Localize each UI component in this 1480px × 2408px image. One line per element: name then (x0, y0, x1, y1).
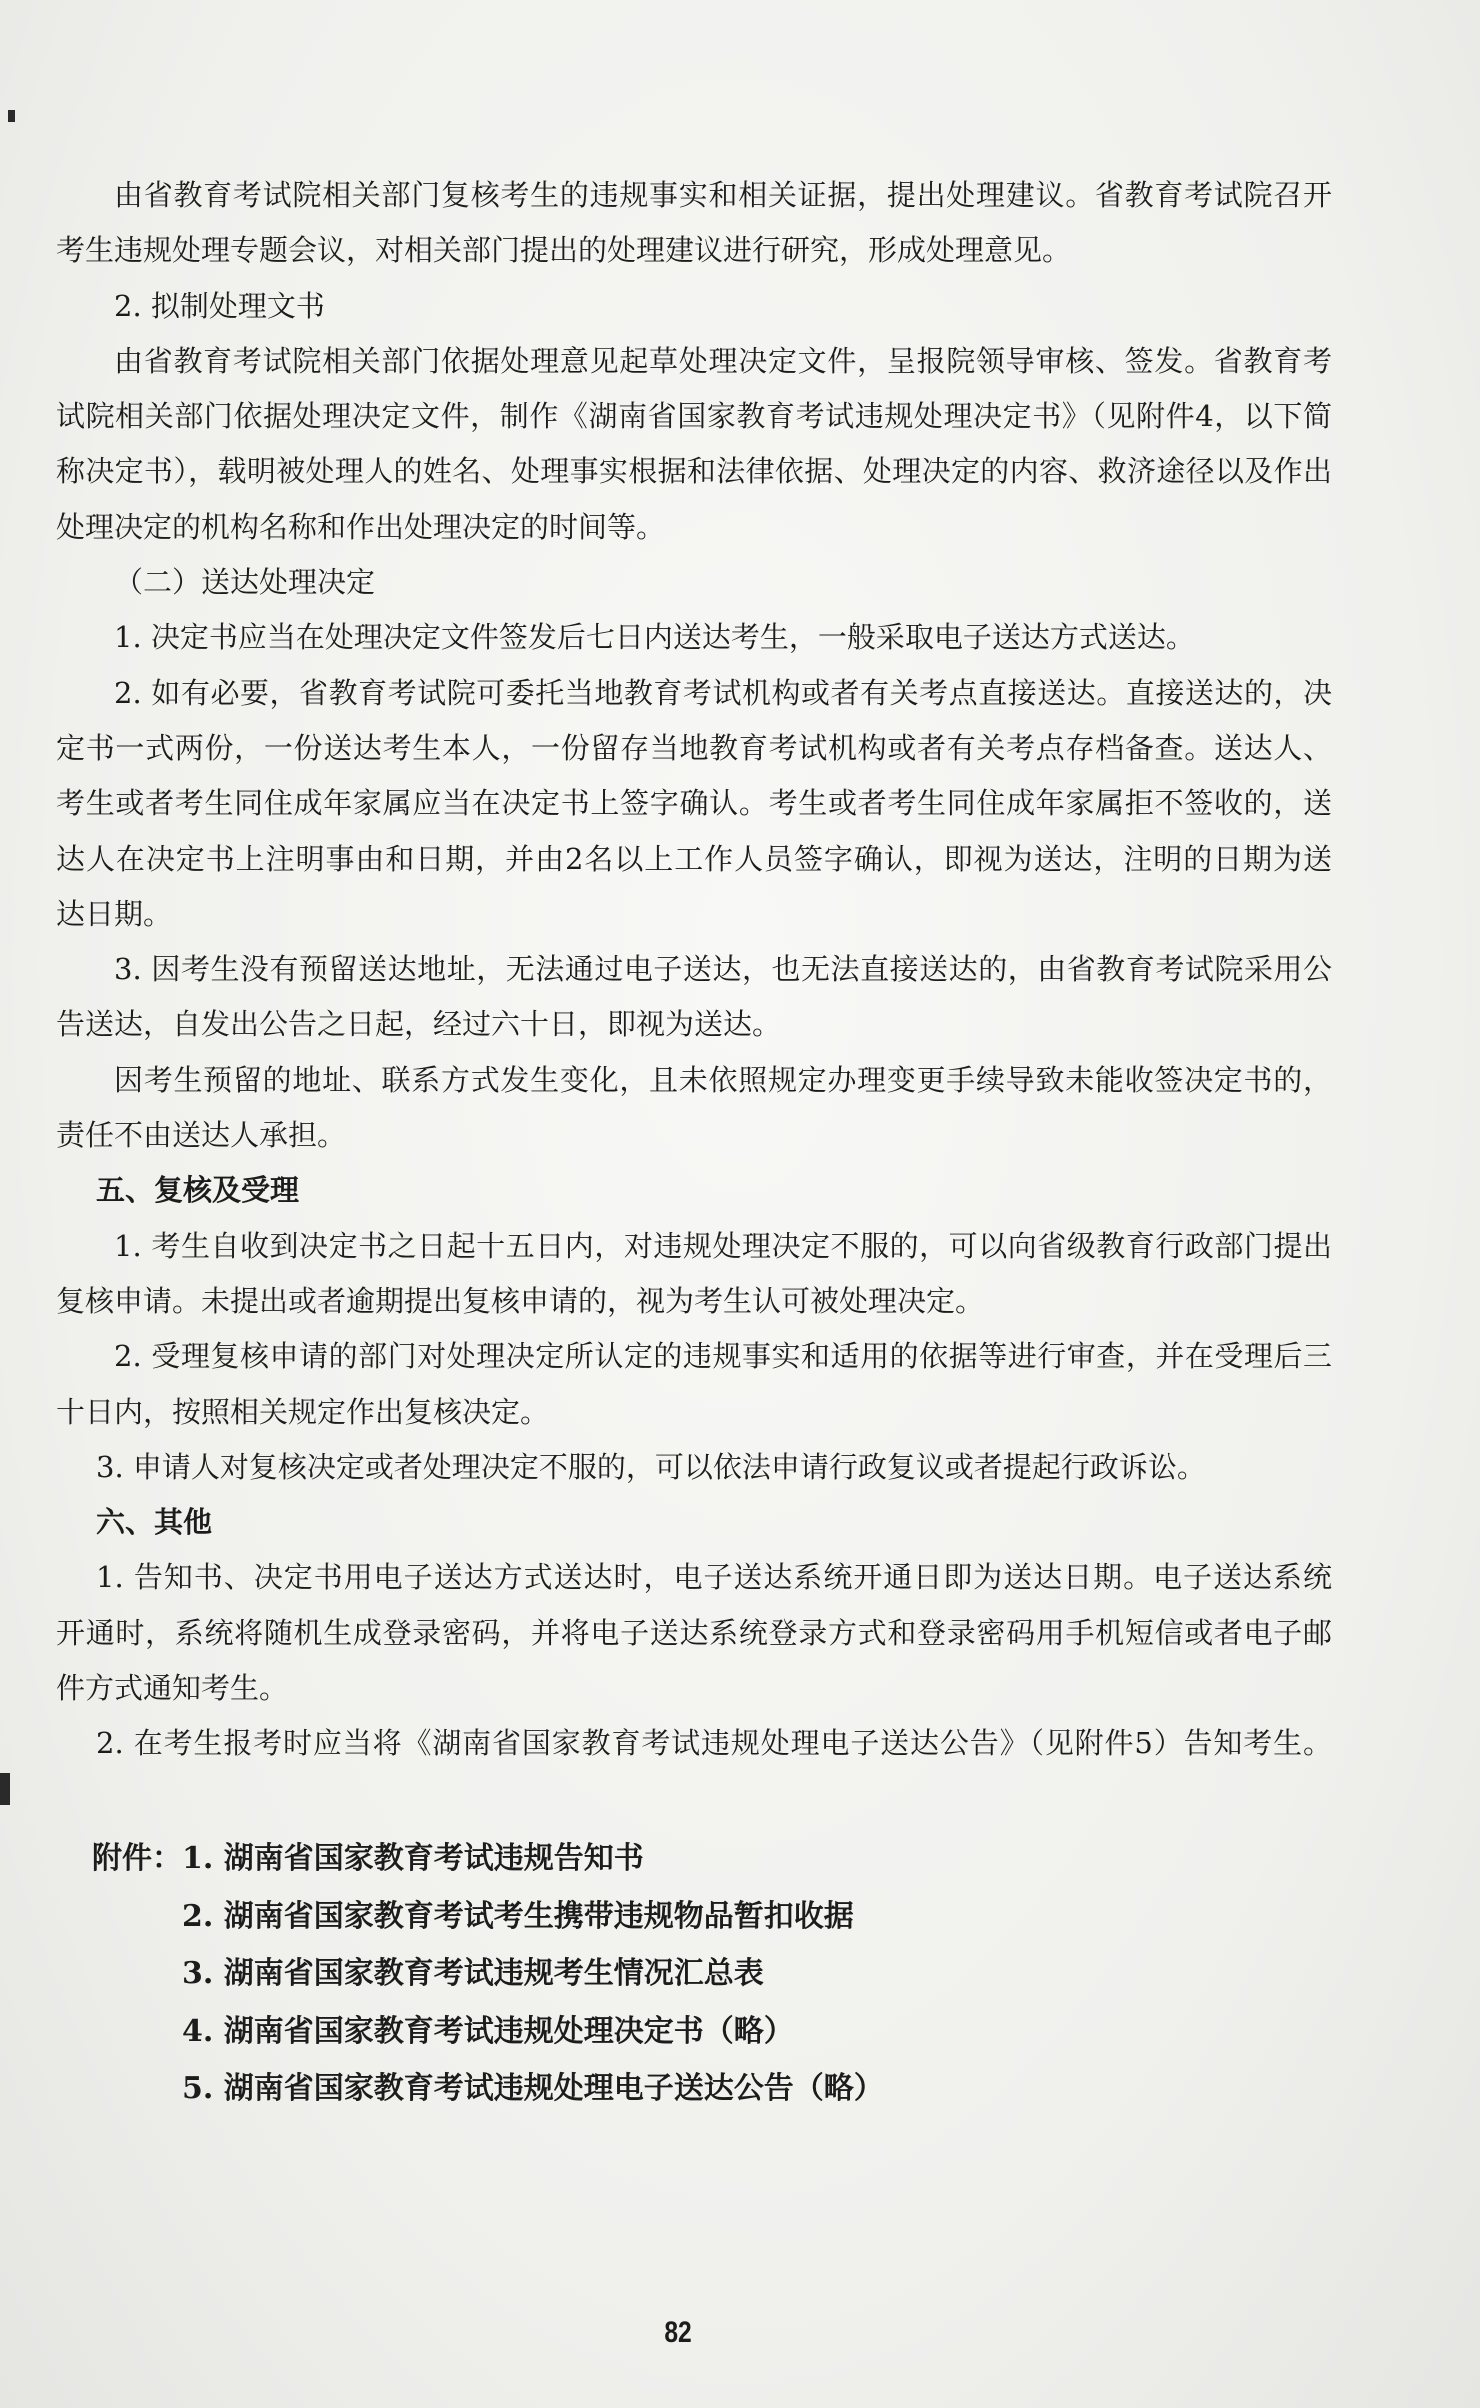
scan-mark (8, 110, 15, 122)
paragraph-delivery-item-1 (56, 610, 1332, 665)
paragraph-line: 十日内，按照相关规定作出复核决定。 (56, 1394, 550, 1429)
section-heading: 五、复核及受理 (96, 1173, 300, 1208)
scan-mark (0, 1773, 10, 1805)
paragraph-line: （二）送达处理决定 (114, 565, 376, 600)
paragraph-line: 2. 拟制处理文书 (114, 288, 325, 323)
paragraph-line: 告送达，自发出公告之日起，经过六十日，即视为送达。 (56, 1007, 782, 1042)
paragraph-line: 3. 因考生没有预留送达地址，无法通过电子送达，也无法直接送达的，由省教育考试院采用公 (114, 952, 1332, 987)
paragraph-other-item-2 (56, 1716, 1332, 1771)
attachment-item: 5. 湖南省国家教育考试违规处理电子送达公告（略） (182, 2071, 884, 2106)
paragraph-line: 达日期。 (56, 896, 173, 931)
attachments-list (0, 1830, 1480, 2130)
paragraph-line: 考生违规处理专题会议，对相关部门提出的处理建议进行研究，形成处理意见。 (56, 233, 1072, 268)
paragraph-line: 开通时，系统将随机生成登录密码，并将电子送达系统登录方式和登录密码用手机短信或者电子邮 (56, 1615, 1332, 1650)
paragraph-line: 由省教育考试院相关部门依据处理意见起草处理决定文件，呈报院领导审核、签发。省教育考 (114, 343, 1332, 378)
subsection-heading-delivery (56, 555, 1332, 610)
paragraph-line: 考生或者考生同住成年家属应当在决定书上签字确认。考生或者考生同住成年家属拒不签收的，送 (56, 786, 1332, 821)
section-heading-other (56, 1495, 1332, 1550)
paragraph-review-item-3 (56, 1440, 1332, 1495)
section-heading-review (56, 1163, 1332, 1218)
paragraph-line: 3. 申请人对复核决定或者处理决定不服的，可以依法申请行政复议或者提起行政诉讼。 (96, 1449, 1206, 1484)
paragraph-line: 达人在决定书上注明事由和日期，并由2名以上工作人员签字确认，即视为送达，注明的日期为送 (56, 841, 1332, 876)
paragraph-line: 责任不由送达人承担。 (56, 1118, 347, 1153)
section-heading: 六、其他 (96, 1505, 213, 1540)
paragraph-line: 件方式通知考生。 (56, 1671, 289, 1706)
paragraph-line: 定书一式两份，一份送达考生本人，一份留存当地教育考试机构或者有关考点存档备查。送达人、 (56, 730, 1332, 765)
paragraph-line: 处理决定的机构名称和作出处理决定的时间等。 (56, 509, 666, 544)
paragraph-line: 试院相关部门依据处理决定文件，制作《湖南省国家教育考试违规处理决定书》（见附件4，以下简 (56, 399, 1332, 434)
paragraph-line: 由省教育考试院相关部门复核考生的违规事实和相关证据，提出处理建议。省教育考试院召开 (114, 178, 1332, 212)
attachments-items (182, 1830, 884, 2118)
paragraph-delivery-item-3 (56, 942, 1332, 1053)
paragraph-line: 1. 考生自收到决定书之日起十五日内，对违规处理决定不服的，可以向省级教育行政部门提出 (114, 1228, 1332, 1263)
paragraph-review-item-1 (56, 1219, 1332, 1330)
paragraph-line: 2. 如有必要，省教育考试院可委托当地教育考试机构或者有关考点直接送达。直接送达的，决 (114, 675, 1332, 710)
paragraph-line: 1. 决定书应当在处理决定文件签发后七日内送达考生，一般采取电子送达方式送达。 (114, 620, 1195, 655)
paragraph-line: 称决定书），载明被处理人的姓名、处理事实根据和法律依据、处理决定的内容、救济途径以及作出 (56, 454, 1332, 489)
paragraph-line: 因考生预留的地址、联系方式发生变化，且未依照规定办理变更手续导致未能收签决定书的， (114, 1062, 1332, 1097)
attachment-item: 4. 湖南省国家教育考试违规处理决定书（略） (182, 2013, 794, 2049)
paragraph-delivery-note (56, 1053, 1332, 1164)
attachments-label: 附件： (92, 1841, 182, 1876)
body-text (56, 168, 1332, 1772)
paragraph-line: 复核申请。未提出或者逾期提出复核申请的，视为考生认可被处理决定。 (56, 1283, 985, 1318)
paragraph-draft-documents (56, 334, 1332, 555)
paragraph-other-item-1 (56, 1550, 1332, 1716)
item-draft-documents-heading (56, 279, 1332, 334)
paragraph-review-recommendation (56, 168, 1332, 279)
paragraph-delivery-item-2 (56, 666, 1332, 942)
page-number: 82 (664, 2316, 692, 2349)
attachment-item: 2. 湖南省国家教育考试考生携带违规物品暂扣收据 (182, 1898, 854, 1934)
paragraph-review-item-2 (56, 1329, 1332, 1440)
attachment-item: 3. 湖南省国家教育考试违规考生情况汇总表 (182, 1956, 764, 1991)
attachment-item: 1. 湖南省国家教育考试违规告知书 (182, 1841, 644, 1876)
paragraph-line: 1. 告知书、决定书用电子送达方式送达时，电子送达系统开通日即为送达日期。电子送达系统 (96, 1560, 1332, 1595)
paragraph-line: 2. 在考生报考时应当将《湖南省国家教育考试违规处理电子送达公告》（见附件5）告知考生。 (96, 1726, 1332, 1761)
paragraph-line: 2. 受理复核申请的部门对处理决定所认定的违规事实和适用的依据等进行审查，并在受理后三 (114, 1339, 1332, 1374)
